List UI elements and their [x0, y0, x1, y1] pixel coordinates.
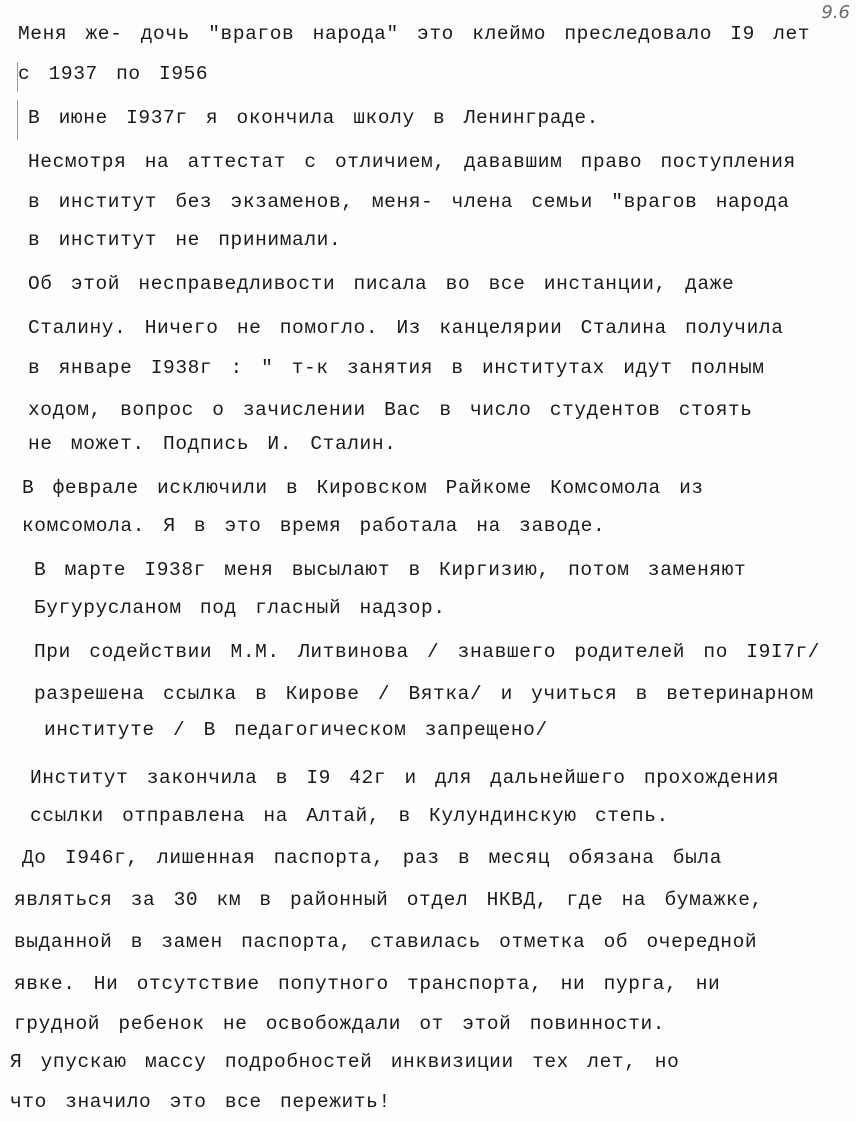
text-line: явке. Ни отсутствие попутного транспорта, ни пурга, ни: [14, 973, 721, 995]
text-line: комсомола. Я в это время работала на заводе.: [22, 515, 606, 537]
text-line: Сталину. Ничего не помогло. Из канцелярии Сталина получила: [28, 317, 784, 339]
text-line: грудной ребенок не освобождали от этой повинности.: [14, 1013, 666, 1035]
text-line: в институт без экзаменов, меня- члена семьи "врагов народа: [28, 191, 790, 213]
text-line: в институт не принимали.: [28, 229, 342, 251]
text-line: Бугурусланом под гласный надзор.: [34, 597, 446, 619]
text-line: Я упускаю массу подробностей инквизиции тех лет, но: [10, 1051, 680, 1073]
text-line: Несмотря на аттестат с отличием, дававшим право поступления: [28, 151, 796, 173]
text-line: Меня же- дочь "врагов народа" это клеймо преследовало I9 лет: [18, 23, 811, 45]
text-line: в январе I938г : " т-к занятия в институтах идут полным: [28, 357, 765, 379]
text-line: В марте I938г меня высылают в Киргизию, потом заменяют: [34, 559, 747, 581]
text-line: с 1937 по I956: [18, 63, 209, 85]
page-number: 9.6: [821, 2, 850, 23]
text-line: разрешена ссылка в Кирове / Вятка/ и учиться в ветеринарном: [34, 683, 814, 705]
text-line: институте / В педагогическом запрещено/: [44, 719, 548, 741]
text-line: что значило это все пережить!: [10, 1091, 391, 1113]
text-line: При содействии М.М. Литвинова / знавшего родителей по I9I7г/: [34, 641, 821, 663]
text-line: ссылки отправлена на Алтай, в Кулундинскую степь.: [30, 805, 669, 827]
text-line: являться за 30 км в районный отдел НКВД, где на бумажке,: [14, 889, 763, 911]
text-line: В июне I937г я окончила школу в Ленинграде.: [28, 107, 599, 129]
text-line: Институт закончила в I9 42г и для дальнейшего прохождения: [30, 767, 780, 789]
text-line: не может. Подпись И. Сталин.: [28, 433, 397, 455]
text-line: Об этой несправедливости писала во все инстанции, даже: [28, 273, 735, 295]
text-line: ходом, вопрос о зачислении Вас в число студентов стоять: [28, 399, 753, 421]
text-line: В феврале исключили в Кировском Райкоме Комсомола из: [22, 477, 704, 499]
text-line: выданной в замен паспорта, ставилась отметка об очередной: [14, 931, 758, 953]
text-line: До I946г, лишенная паспорта, раз в месяц обязана была: [22, 847, 723, 869]
margin-mark: [17, 100, 18, 140]
